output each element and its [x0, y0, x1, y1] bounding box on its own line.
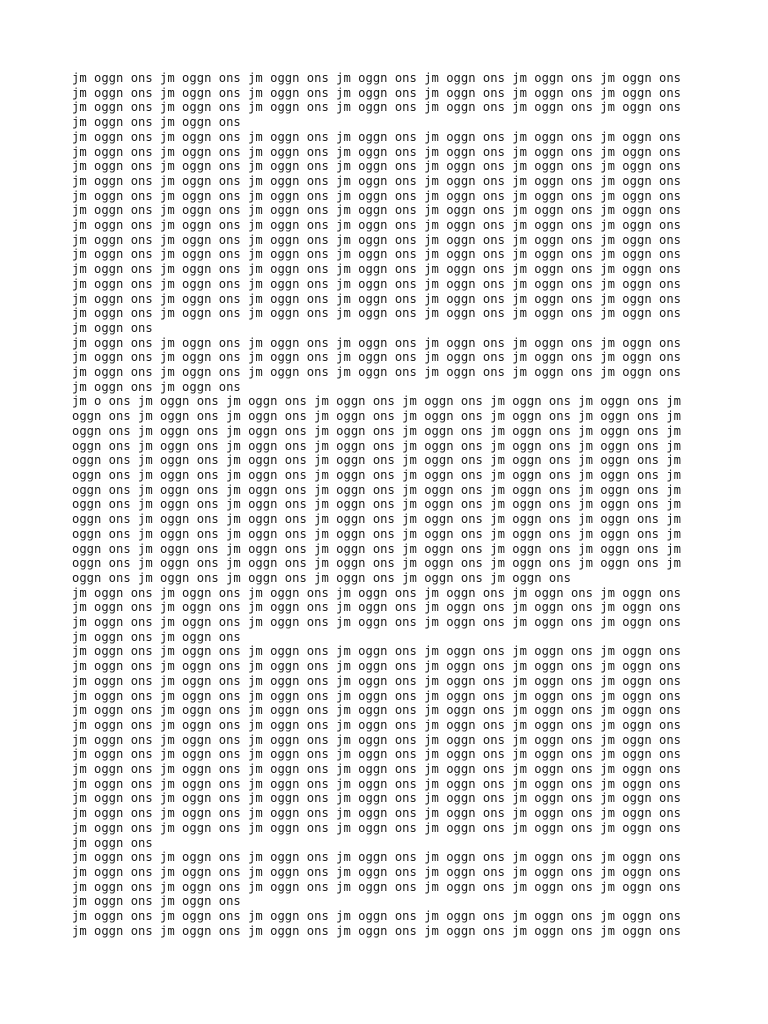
document-page — [72, 71, 712, 938]
paragraph — [72, 850, 712, 909]
text-line: jm oggn ons jm oggn ons — [72, 629, 241, 644]
text-line: jm oggn ons jm oggn ons jm oggn ons jm oggn ons jm oggn ons jm oggn ons jm oggn ons — [72, 100, 682, 115]
text-line: jm oggn ons jm oggn ons jm oggn ons jm oggn ons jm oggn ons jm oggn ons jm oggn ons — [72, 203, 682, 218]
text-line: jm oggn ons jm oggn ons jm oggn ons jm oggn ons jm oggn ons jm oggn ons jm oggn ons — [72, 335, 682, 350]
text-line: jm oggn ons jm oggn ons jm oggn ons jm oggn ons jm oggn ons jm oggn ons jm oggn ons — [72, 791, 682, 806]
text-line: jm oggn ons jm oggn ons jm oggn ons jm oggn ons jm oggn ons jm oggn ons jm oggn ons — [72, 173, 682, 188]
text-line: jm oggn ons jm oggn ons jm oggn ons jm oggn ons jm oggn ons jm oggn ons jm oggn ons — [72, 615, 682, 630]
text-line: jm oggn ons jm oggn ons jm oggn ons jm oggn ons jm oggn ons jm oggn ons jm oggn ons — [72, 247, 682, 262]
text-line: jm oggn ons jm oggn ons jm oggn ons jm oggn ons jm oggn ons jm oggn ons jm oggn ons — [72, 850, 682, 865]
text-line: jm oggn ons jm oggn ons jm oggn ons jm oggn ons jm oggn ons jm oggn ons jm oggn ons — [72, 144, 682, 159]
text-line: oggn ons jm oggn ons jm oggn ons jm oggn ons jm oggn ons jm oggn ons jm oggn ons jm — [72, 423, 682, 438]
paragraph — [72, 909, 712, 938]
text-line: jm oggn ons jm oggn ons jm oggn ons jm oggn ons jm oggn ons jm oggn ons jm oggn ons — [72, 365, 682, 380]
paragraph — [72, 644, 712, 850]
text-line: jm oggn ons jm oggn ons jm oggn ons jm oggn ons jm oggn ons jm oggn ons jm oggn ons — [72, 350, 682, 365]
text-line: jm oggn ons jm oggn ons jm oggn ons jm oggn ons jm oggn ons jm oggn ons jm oggn ons — [72, 291, 682, 306]
text-line: jm oggn ons jm oggn ons jm oggn ons jm oggn ons jm oggn ons jm oggn ons jm oggn ons — [72, 688, 682, 703]
text-line: jm oggn ons jm oggn ons jm oggn ons jm oggn ons jm oggn ons jm oggn ons jm oggn ons — [72, 762, 682, 777]
text-line: jm oggn ons — [72, 320, 153, 335]
text-line: oggn ons jm oggn ons jm oggn ons jm oggn ons jm oggn ons jm oggn ons jm oggn ons jm — [72, 526, 682, 541]
text-line: jm oggn ons jm oggn ons jm oggn ons jm oggn ons jm oggn ons jm oggn ons jm oggn ons — [72, 85, 682, 100]
text-line: jm oggn ons jm oggn ons jm oggn ons jm oggn ons jm oggn ons jm oggn ons jm oggn ons — [72, 218, 682, 233]
text-line: jm oggn ons jm oggn ons jm oggn ons jm oggn ons jm oggn ons jm oggn ons jm oggn ons — [72, 188, 682, 203]
text-line: jm oggn ons jm oggn ons jm oggn ons jm oggn ons jm oggn ons jm oggn ons jm oggn ons — [72, 820, 682, 835]
text-line: oggn ons jm oggn ons jm oggn ons jm oggn ons jm oggn ons jm oggn ons jm oggn ons jm — [72, 409, 682, 424]
text-line: jm oggn ons jm oggn ons jm oggn ons jm oggn ons jm oggn ons jm oggn ons jm oggn ons — [72, 732, 682, 747]
text-line: jm oggn ons jm oggn ons jm oggn ons jm oggn ons jm oggn ons jm oggn ons jm oggn ons — [72, 600, 682, 615]
text-line: jm oggn ons jm oggn ons jm oggn ons jm oggn ons jm oggn ons jm oggn ons jm oggn ons — [72, 703, 682, 718]
text-line: jm oggn ons jm oggn ons jm oggn ons jm oggn ons jm oggn ons jm oggn ons jm oggn ons — [72, 717, 682, 732]
text-line: jm oggn ons jm oggn ons jm oggn ons jm oggn ons jm oggn ons jm oggn ons jm oggn ons — [72, 659, 682, 674]
text-line: jm oggn ons jm oggn ons — [72, 379, 241, 394]
text-line: oggn ons jm oggn ons jm oggn ons jm oggn ons jm oggn ons jm oggn ons jm oggn ons jm — [72, 541, 682, 556]
text-line: jm oggn ons jm oggn ons jm oggn ons jm oggn ons jm oggn ons jm oggn ons jm oggn ons — [72, 159, 682, 174]
text-line: jm oggn ons jm oggn ons jm oggn ons jm oggn ons jm oggn ons jm oggn ons jm oggn ons — [72, 879, 682, 894]
text-line: jm oggn ons jm oggn ons jm oggn ons jm oggn ons jm oggn ons jm oggn ons jm oggn ons — [72, 306, 682, 321]
text-line: jm oggn ons jm oggn ons jm oggn ons jm oggn ons jm oggn ons jm oggn ons jm oggn ons — [72, 776, 682, 791]
paragraph — [72, 394, 712, 585]
text-line: jm oggn ons jm oggn ons jm oggn ons jm oggn ons jm oggn ons jm oggn ons jm oggn ons — [72, 747, 682, 762]
text-line: oggn ons jm oggn ons jm oggn ons jm oggn ons jm oggn ons jm oggn ons jm oggn ons jm — [72, 512, 682, 527]
text-line: jm oggn ons jm oggn ons jm oggn ons jm oggn ons jm oggn ons jm oggn ons jm oggn ons — [72, 71, 682, 85]
paragraph — [72, 586, 712, 645]
paragraph — [72, 336, 712, 395]
text-line: jm oggn ons jm oggn ons jm oggn ons jm oggn ons jm oggn ons jm oggn ons jm oggn ons — [72, 262, 682, 277]
text-line: jm oggn ons jm oggn ons jm oggn ons jm oggn ons jm oggn ons jm oggn ons jm oggn ons — [72, 276, 682, 291]
text-line: jm oggn ons jm oggn ons jm oggn ons jm oggn ons jm oggn ons jm oggn ons jm oggn ons — [72, 864, 682, 879]
text-line: jm oggn ons jm oggn ons jm oggn ons jm oggn ons jm oggn ons jm oggn ons jm oggn ons — [72, 923, 682, 938]
text-line: jm oggn ons jm oggn ons — [72, 894, 241, 909]
text-line: oggn ons jm oggn ons jm oggn ons jm oggn ons jm oggn ons jm oggn ons jm oggn ons jm — [72, 482, 682, 497]
paragraph — [72, 130, 712, 336]
text-line: oggn ons jm oggn ons jm oggn ons jm oggn ons jm oggn ons jm oggn ons jm oggn ons jm — [72, 497, 682, 512]
text-line: jm oggn ons jm oggn ons jm oggn ons jm oggn ons jm oggn ons jm oggn ons jm oggn ons — [72, 232, 682, 247]
text-line: jm o ons jm oggn ons jm oggn ons jm oggn ons jm oggn ons jm oggn ons jm oggn ons jm — [72, 394, 682, 409]
paragraph — [72, 71, 712, 130]
text-line: jm oggn ons jm oggn ons jm oggn ons jm oggn ons jm oggn ons jm oggn ons jm oggn ons — [72, 585, 682, 600]
text-line: jm oggn ons jm oggn ons jm oggn ons jm oggn ons jm oggn ons jm oggn ons jm oggn ons — [72, 806, 682, 821]
text-line: oggn ons jm oggn ons jm oggn ons jm oggn ons jm oggn ons jm oggn ons jm oggn ons jm — [72, 453, 682, 468]
text-line: jm oggn ons jm oggn ons — [72, 115, 241, 130]
text-line: jm oggn ons jm oggn ons jm oggn ons jm oggn ons jm oggn ons jm oggn ons jm oggn ons — [72, 909, 682, 924]
text-line: jm oggn ons jm oggn ons jm oggn ons jm oggn ons jm oggn ons jm oggn ons jm oggn ons — [72, 129, 682, 144]
text-line: oggn ons jm oggn ons jm oggn ons jm oggn ons jm oggn ons jm oggn ons jm oggn ons jm — [72, 467, 682, 482]
text-line: oggn ons jm oggn ons jm oggn ons jm oggn ons jm oggn ons jm oggn ons — [72, 570, 571, 585]
text-line: jm oggn ons jm oggn ons jm oggn ons jm oggn ons jm oggn ons jm oggn ons jm oggn ons — [72, 644, 682, 659]
text-line: jm oggn ons — [72, 835, 153, 850]
text-line: jm oggn ons jm oggn ons jm oggn ons jm oggn ons jm oggn ons jm oggn ons jm oggn ons — [72, 673, 682, 688]
text-line: oggn ons jm oggn ons jm oggn ons jm oggn ons jm oggn ons jm oggn ons jm oggn ons jm — [72, 438, 682, 453]
text-line: oggn ons jm oggn ons jm oggn ons jm oggn ons jm oggn ons jm oggn ons jm oggn ons jm — [72, 556, 682, 571]
